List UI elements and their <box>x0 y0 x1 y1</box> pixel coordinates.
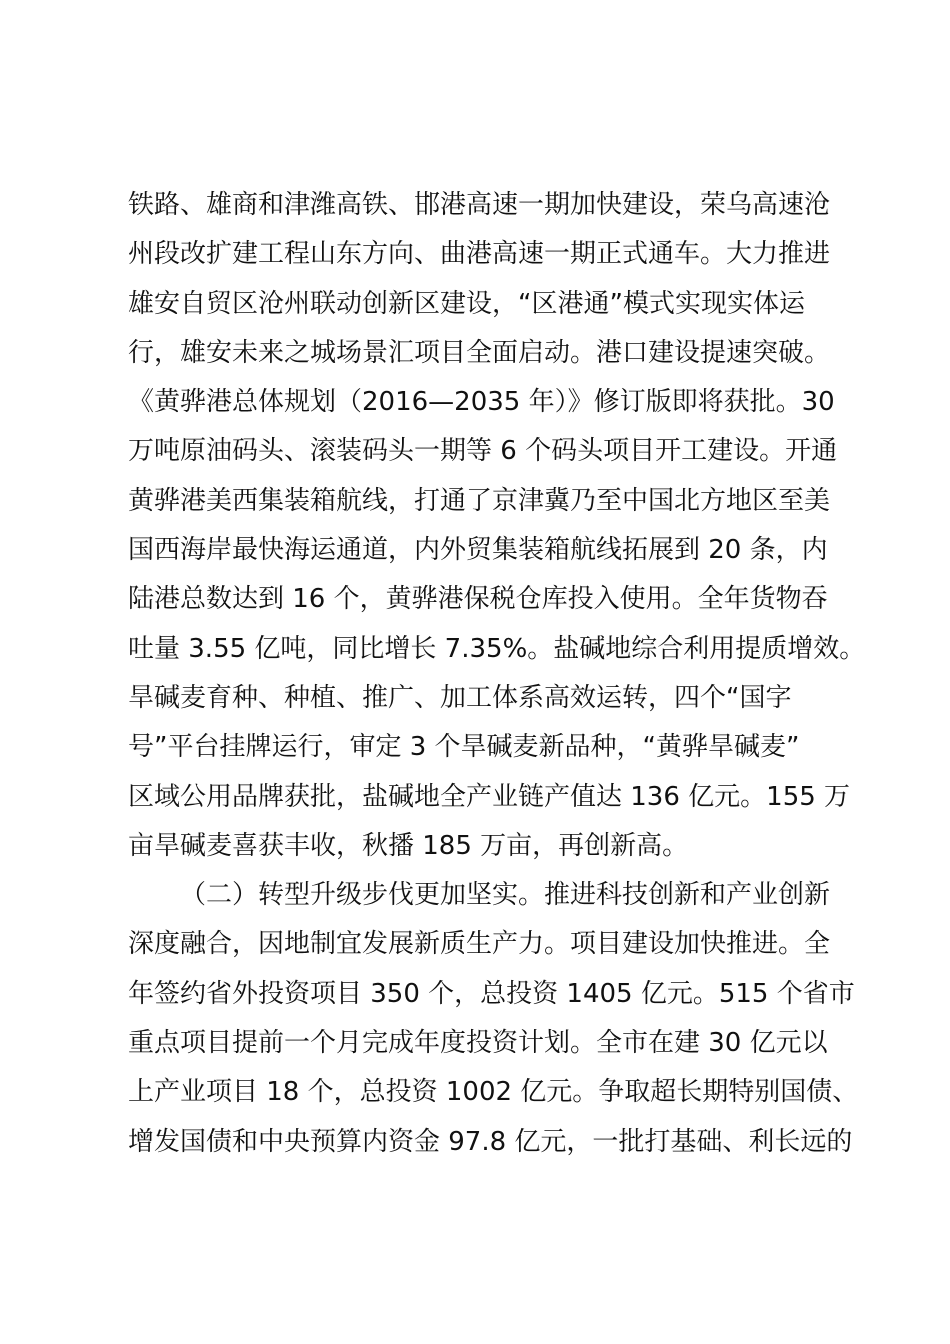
text-line-9: 陆港总数达到 16 个，黄骅港保税仓库投入使用。全年货物吞 <box>128 584 828 615</box>
text-line-1: 铁路、雄商和津潍高铁、邯港高速一期加快建设，荣乌高速沧 <box>128 190 831 220</box>
text-line-4: 行，雄安未来之城场景汇项目全面启动。港口建设提速突破。 <box>128 337 831 368</box>
text-line-2: 州段改扩建工程山东方向、曲港高速一期正式通车。大力推进 <box>128 239 831 270</box>
text-line-16: 深度融合，因地制宜发展新质生产力。项目建设加快推进。全 <box>128 929 831 960</box>
text-line-12: 号”平台挂牌运行，审定 3 个旱碱麦新品种，“黄骅旱碱麦” <box>128 732 800 763</box>
text-line-13: 区域公用品牌获批，盐碱地全产业链产值达 136 亿元。155 万 <box>128 781 851 812</box>
text-line-5: 《黄骅港总体规划（2016—2035 年）》修订版即将获批。30 <box>128 387 835 418</box>
text-line-14: 亩旱碱麦喜获丰收，秋播 185 万亩，再创新高。 <box>128 830 689 861</box>
text-line-8: 国西海岸最快海运通道，内外贸集装箱航线拓展到 20 条，内 <box>128 535 828 566</box>
text-line-11: 旱碱麦育种、种植、推广、加工体系高效运转，四个“国字 <box>128 682 792 713</box>
text-line-19: 上产业项目 18 个，总投资 1002 亿元。争取超长期特别国债、 <box>128 1077 859 1108</box>
text-line-17: 年签约省外投资项目 350 个，总投资 1405 亿元。515 个省市 <box>128 978 855 1009</box>
text-line-7: 黄骅港美西集装箱航线，打通了京津冀乃至中国北方地区至美 <box>128 485 831 516</box>
text-line-20: 增发国债和中央预算内资金 97.8 亿元，一批打基础、利长远的 <box>128 1126 853 1157</box>
text-line-10: 吐量 3.55 亿吨，同比增长 7.35%。盐碱地综合利用提质增效。 <box>128 633 866 664</box>
text-line-6: 万吨原油码头、滚装码头一期等 6 个码头项目开工建设。开通 <box>128 436 838 467</box>
text-line-18: 重点项目提前一个月完成年度投资计划。全市在建 30 亿元以 <box>128 1028 828 1059</box>
body-text <box>128 181 866 1167</box>
section-heading-line: （二）转型升级步伐更加坚实。推进科技创新和产业创新 <box>180 880 831 911</box>
text-line-3: 雄安自贸区沧州联动创新区建设，“区港通”模式实现实体运 <box>128 288 805 319</box>
